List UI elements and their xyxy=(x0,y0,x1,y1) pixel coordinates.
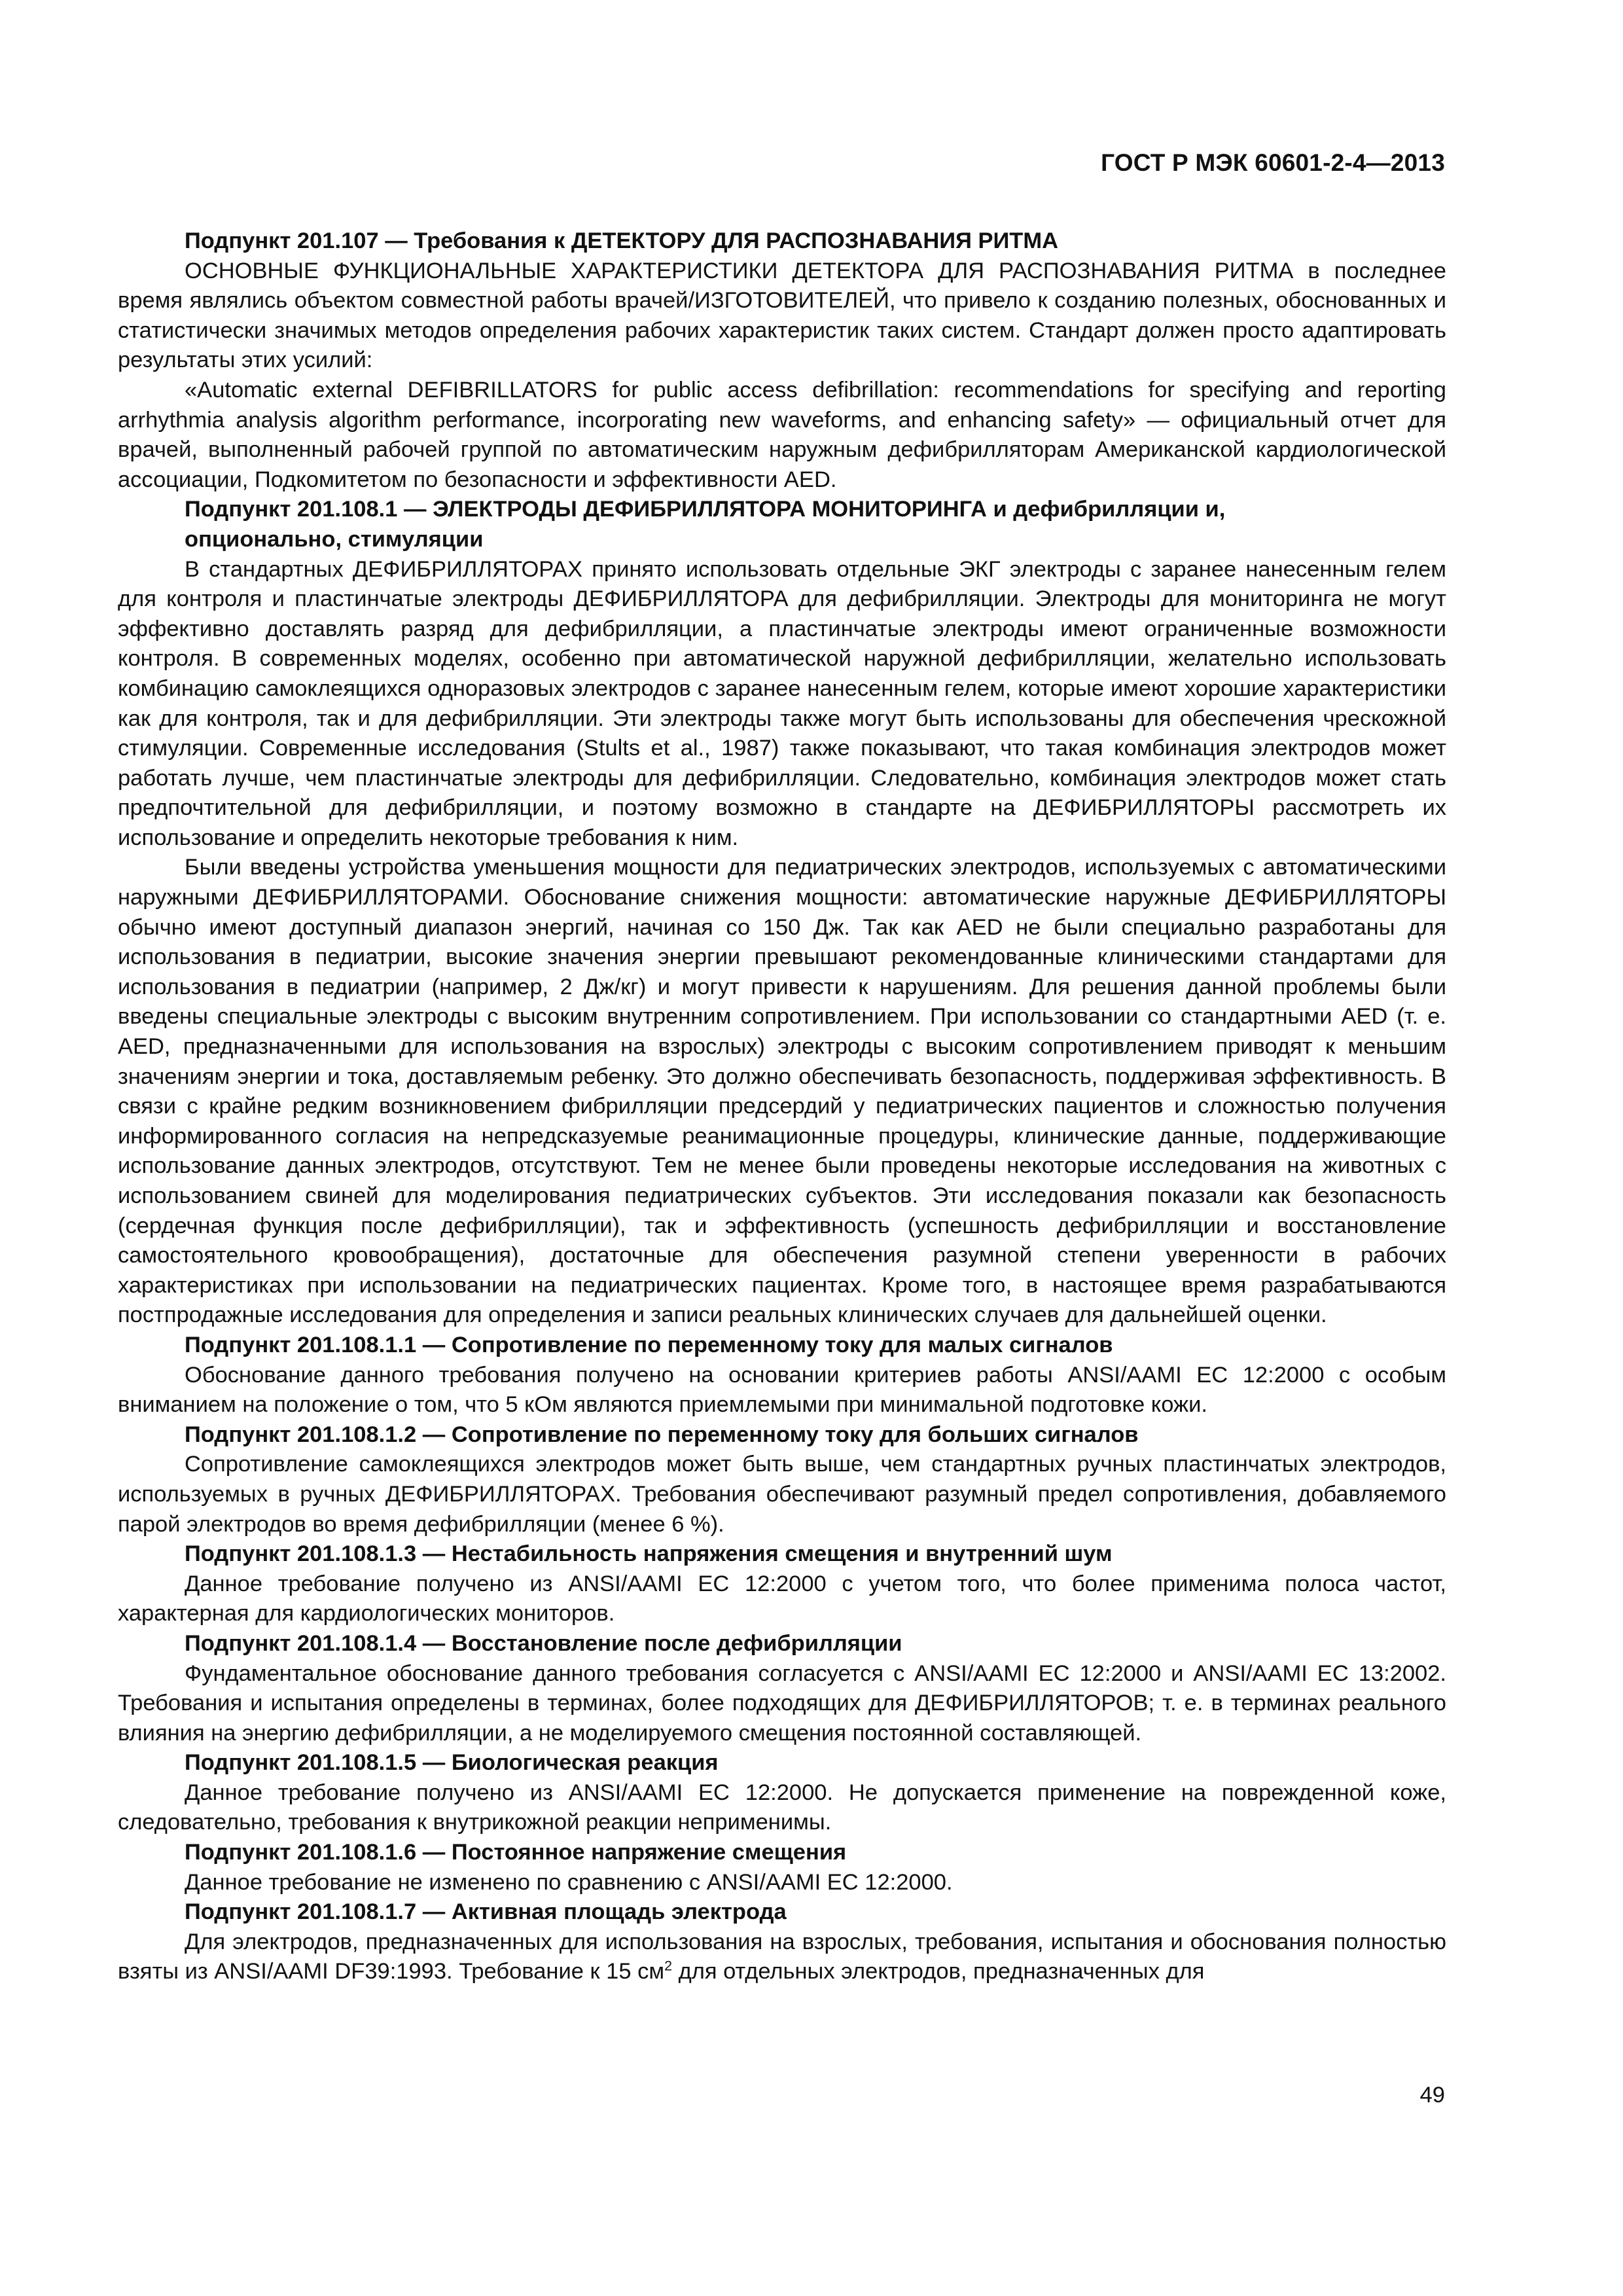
section-heading: Подпункт 201.108.1.5 — Биологическая реакция xyxy=(185,1750,719,1776)
paragraph: Данное требование не изменено по сравнению с ANSI/AAMI EC 12:2000. xyxy=(185,1869,953,1895)
superscript: 2 xyxy=(664,1958,672,1974)
paragraph-with-superscript xyxy=(118,1928,1446,1987)
text-run: для отдельных электродов, предназначенных для xyxy=(672,1959,1205,1984)
section-heading: Подпункт 201.107 — Требования к ДЕТЕКТОРУ ДЛЯ РАСПОЗНАВАНИЯ РИТМА xyxy=(185,228,1058,253)
paragraph: Сопротивление самоклеящихся электродов может быть выше, чем стандартных ручных пластинчатых электродов, используемых в ручных ДЕФИБРИЛЛЯТОРАХ. Требования обеспечивают разумный предел сопротивления, добавляемого парой электродов во время дефибрилляции (менее 6 %). xyxy=(118,1452,1446,1537)
section-heading: Подпункт 201.108.1.1 — Сопротивление по переменному току для малых сигналов xyxy=(185,1332,1113,1357)
section-heading: Подпункт 201.108.1.2 — Сопротивление по переменному току для больших сигналов xyxy=(185,1422,1139,1447)
section-heading xyxy=(118,495,1446,554)
paragraph: Данное требование получено из ANSI/AAMI EC 12:2000. Не допускается применение на поврежденной коже, следовательно, требования к внутрикожной реакции неприменимы. xyxy=(118,1780,1446,1835)
section-heading: Подпункт 201.108.1.6 — Постоянное напряжение смещения xyxy=(185,1840,847,1865)
page-number: 49 xyxy=(1419,2083,1445,2108)
text-run: Для электродов, предназначенных для использования на взрослых, требования, испытания и обоснования полностью взяты из ANSI/AAMI DF39:1993. Требование к 15 см xyxy=(118,1929,1446,1984)
paragraph: Обоснование данного требования получено на основании критериев работы ANSI/AAMI EC 12:2000 с особым вниманием на положение о том, что 5 кОм являются приемлемыми при минимальной подготовке кожи. xyxy=(118,1362,1446,1418)
paragraph: В стандартных ДЕФИБРИЛЛЯТОРАХ принято использовать отдельные ЭКГ электроды с заранее нанесенным гелем для контроля и пластинчатые электроды ДЕФИБРИЛЛЯТОРА для дефибрилляции. Электроды для мониторинга не могут эффективно доставлять разряд для дефибрилляции, а пластинчатые электроды имеют ограниченные возможности контроля. В современных моделях, особенно при автоматической наружной дефибрилляции, желательно использовать комбинацию самоклеящихся одноразовых электродов с заранее нанесенным гелем, которые имеют хорошие характеристики как для контроля, так и для дефибрилляции. Эти электроды также могут быть использованы для обеспечения чрескожной стимуляции. Современные исследования (Stults et al., 1987) также показывают, что такая комбинация электродов может работать лучше, чем пластинчатые электроды для дефибрилляции. Следовательно, комбинация электродов может стать предпочтительной для дефибрилляции, и поэтому возможно в стандарте на ДЕФИБРИЛЛЯТОРЫ рассмотреть их использование и определить некоторые требования к ним. xyxy=(118,556,1446,850)
section-heading-continuation: опционально, стимуляции xyxy=(185,526,484,552)
section-heading-line: Подпункт 201.108.1 — ЭЛЕКТРОДЫ ДЕФИБРИЛЛЯТОРА МОНИТОРИНГА и дефибрилляции и, xyxy=(185,497,1226,522)
paragraph: ОСНОВНЫЕ ФУНКЦИОНАЛЬНЫЕ ХАРАКТЕРИСТИКИ ДЕТЕКТОРА ДЛЯ РАСПОЗНАВАНИЯ РИТМА в последнее время являлись объектом совместной работы врачей/ИЗГОТОВИТЕЛЕЙ, что привело к созданию полезных, обоснованных и статистически значимых методов определения рабочих характеристик таких систем. Стандарт должен просто адаптировать результаты этих усилий: xyxy=(118,258,1446,373)
paragraph: Фундаментальное обоснование данного требования согласуется с ANSI/AAMI EC 12:2000 и ANSI/AAMI EC 13:2002. Требования и испытания определены в терминах, более подходящих для ДЕФИБРИЛЛЯТОРОВ; т. е. в терминах реального влияния на энергию дефибрилляции, а не моделируемого смещения постоянной составляющей. xyxy=(118,1660,1446,1746)
document-body xyxy=(118,226,1446,1987)
section-heading: Подпункт 201.108.1.7 — Активная площадь электрода xyxy=(185,1899,787,1925)
paragraph: «Automatic external DEFIBRILLATORS for public access defibrillation: recommendations for specifying and reporting arrhythmia analysis algorithm performance, incorporating new waveforms, and enhancing safety» — официальный отчет для врачей, выполненный рабочей группой по автоматическим наружным дефибрилляторам Американской кардиологической ассоциации, Подкомитетом по безопасности и эффективности AED. xyxy=(118,377,1446,492)
section-heading: Подпункт 201.108.1.4 — Восстановление после дефибрилляции xyxy=(185,1630,902,1656)
paragraph: Были введены устройства уменьшения мощности для педиатрических электродов, используемых с автоматическими наружными ДЕФИБРИЛЛЯТОРАМИ. Обоснование снижения мощности: автоматические наружные ДЕФИБРИЛЛЯТОРЫ обычно имеют доступный диапазон энергий, начиная со 150 Дж. Так как AED не были специально разработаны для использования в педиатрии, высокие значения энергии превышают рекомендованные клиническими стандартами для использования в педиатрии (например, 2 Дж/кг) и могут привести к нарушениям. Для решения данной проблемы были введены специальные электроды с высоким внутренним сопротивлением. При использовании со стандартными AED (т. е. AED, предназначенными для использования на взрослых) электроды с высоким сопротивлением приводят к меньшим значениям энергии и тока, доставляемым ребенку. Это должно обеспечивать безопасность, поддерживая эффективность. В связи с крайне редким возникновением фибрилляции предсердий у педиатрических пациентов и сложностью получения информированного согласия на непредсказуемые реанимационные процедуры, клинические данные, поддерживающие использование данных электродов, отсутствуют. Тем не менее были проведены некоторые исследования на животных с использованием свиней для моделирования педиатрических субъектов. Эти исследования показали как безопасность (сердечная функция после дефибрилляции), так и эффективность (успешность дефибрилляции и восстановление самостоятельного кровообращения), достаточные для обеспечения разумной степени уверенности в рабочих характеристиках при использовании на педиатрических пациентах. Кроме того, в настоящее время разрабатываются постпродажные исследования для определения и записи реальных клинических случаев для дальнейшей оценки. xyxy=(118,855,1446,1328)
section-heading: Подпункт 201.108.1.3 — Нестабильность напряжения смещения и внутренний шум xyxy=(185,1541,1113,1567)
standard-designation: ГОСТ Р МЭК 60601-2-4—2013 xyxy=(1101,149,1445,176)
paragraph: Данное требование получено из ANSI/AAMI EC 12:2000 с учетом того, что более применима полоса частот, характерная для кардиологических мониторов. xyxy=(118,1571,1446,1626)
